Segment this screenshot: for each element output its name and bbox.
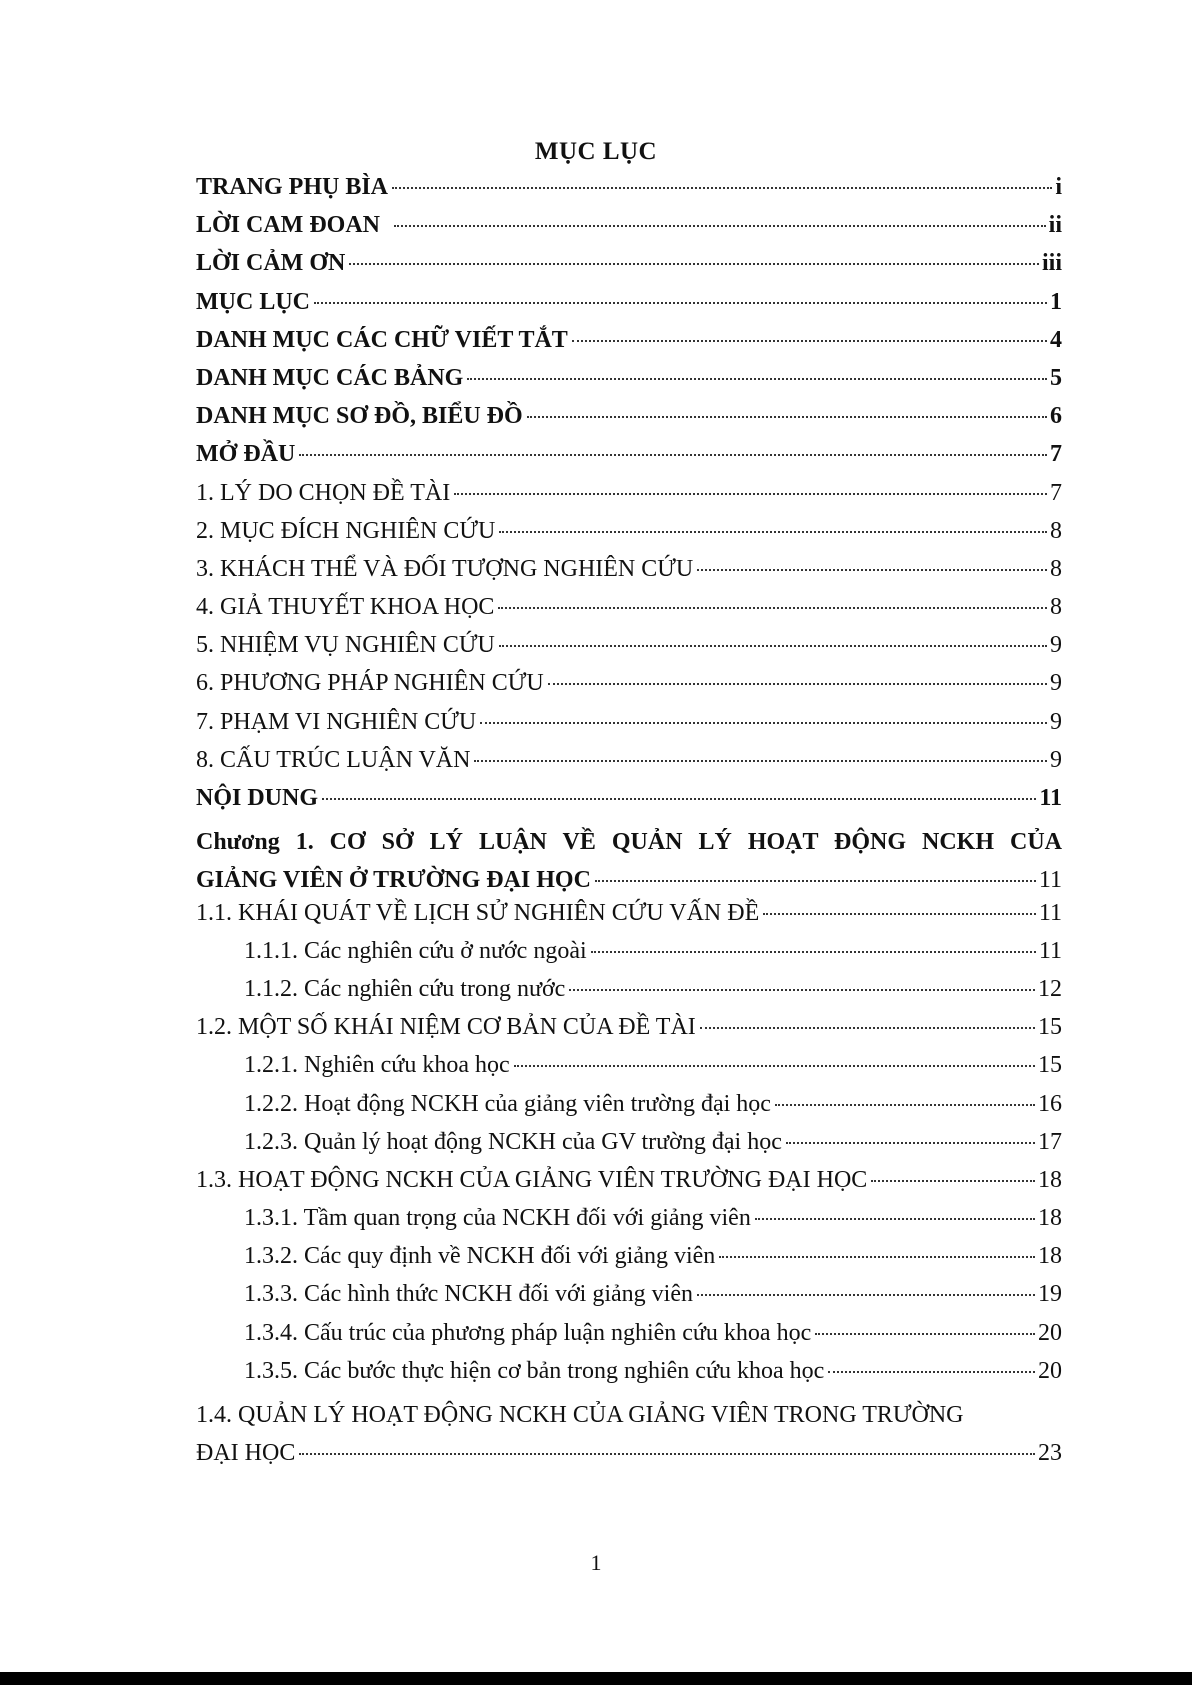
toc-subentry [196, 1205, 1062, 1243]
bottom-border [0, 1672, 1192, 1685]
toc-entry-page: 4 [1050, 326, 1062, 353]
toc-entry [196, 670, 1062, 708]
toc-entry-label: 1.2.3. Quản lý hoạt động NCKH của GV trường đại học [244, 1128, 782, 1155]
toc-entry-page: 1 [1050, 288, 1062, 315]
dot-leader [591, 951, 1036, 953]
toc-entry-page: 20 [1038, 1357, 1062, 1384]
dot-leader [697, 1294, 1035, 1296]
toc-entry [196, 594, 1062, 632]
toc-entry-label: DANH MỤC CÁC BẢNG [196, 364, 464, 391]
toc-entry-page: 9 [1050, 708, 1062, 735]
toc-entry-label: 5. NHIỆM VỤ NGHIÊN CỨU [196, 632, 495, 659]
dot-leader [514, 1065, 1035, 1067]
toc-entry-label: 1.1.2. Các nghiên cứu trong nước [244, 975, 566, 1002]
toc-entry-label: DANH MỤC CÁC CHỮ VIẾT TẮT [196, 326, 568, 353]
dot-leader [454, 493, 1047, 495]
toc-entry [196, 518, 1062, 556]
dot-leader [815, 1333, 1035, 1335]
toc-entry-label: MỞ ĐẦU [196, 441, 296, 468]
toc-entry-label-line2: GIẢNG VIÊN Ở TRƯỜNG ĐẠI HỌC [196, 867, 591, 894]
toc-entry-page: 17 [1038, 1128, 1062, 1155]
toc-entry-page: 16 [1038, 1090, 1062, 1117]
toc-entry [196, 174, 1062, 212]
toc-subentry [196, 1052, 1062, 1090]
toc-entry-label: NỘI DUNG [196, 785, 319, 811]
dot-leader [700, 1027, 1035, 1029]
toc-entry [196, 785, 1062, 823]
toc-entry-page: 7 [1050, 441, 1062, 468]
toc-entry-page: 19 [1038, 1281, 1062, 1308]
toc-entry-label: LỜI CẢM ƠN [196, 250, 346, 277]
toc-entry-chapter [196, 823, 1062, 899]
toc-entry-page: iii [1041, 250, 1062, 277]
toc-subentry [196, 1358, 1062, 1396]
page-number: 1 [590, 1550, 602, 1575]
toc-entry-label: 1.3.4. Cấu trúc của phương pháp luận nghiên cứu khoa học [244, 1319, 812, 1346]
toc-entry-label-line1: 1.4. QUẢN LÝ HOẠT ĐỘNG NCKH CỦA GIẢNG VIÊN TRONG TRƯỜNG [196, 1402, 964, 1429]
toc-entry-page: 12 [1038, 975, 1062, 1002]
toc-entry [196, 289, 1062, 327]
toc-entry-second-line [196, 1434, 1062, 1472]
toc-entry [196, 747, 1062, 785]
toc-entry-label: 1.2.2. Hoạt động NCKH của giảng viên trường đại học [244, 1090, 771, 1117]
dot-leader [569, 989, 1035, 991]
toc-entry-label: DANH MỤC SƠ ĐỒ, BIỂU ĐỒ [196, 403, 523, 430]
toc-subentry [196, 938, 1062, 976]
toc-entry-page: 9 [1050, 746, 1062, 773]
toc-entry-page: 18 [1038, 1243, 1062, 1270]
toc-list [196, 174, 1062, 1472]
toc-entry-label: 1.1. KHÁI QUÁT VỀ LỊCH SỬ NGHIÊN CỨU VẤN ĐỀ [196, 899, 760, 926]
dot-leader [697, 569, 1047, 571]
toc-entry-page: 11 [1039, 785, 1062, 811]
toc-entry [196, 365, 1062, 403]
toc-entry-label: 7. PHẠM VI NGHIÊN CỨU [196, 708, 477, 735]
dot-leader [392, 187, 1052, 189]
toc-entry-label: 1.3.2. Các quy định về NCKH đối với giảng viên [244, 1243, 716, 1270]
toc-entry-label: TRANG PHỤ BÌA [196, 174, 389, 200]
toc-entry-label-line1: Chương 1. CƠ SỞ LÝ LUẬN VỀ QUẢN LÝ HOẠT ĐỘNG NCKH CỦA [196, 829, 1062, 856]
toc-entry-page: 18 [1038, 1205, 1062, 1232]
toc-entry-wrapped [196, 1396, 1062, 1472]
toc-entry-page: 20 [1038, 1319, 1062, 1346]
toc-entry [196, 327, 1062, 365]
toc-entry [196, 1014, 1062, 1052]
toc-entry [196, 1167, 1062, 1205]
toc-entry-label-line2: ĐẠI HỌC [196, 1440, 296, 1467]
toc-subentry [196, 1320, 1062, 1358]
toc-entry [196, 709, 1062, 747]
toc-entry [196, 556, 1062, 594]
dot-leader [480, 722, 1047, 724]
dot-leader [755, 1218, 1035, 1220]
dot-leader [786, 1142, 1035, 1144]
toc-entry-page: ii [1048, 212, 1062, 239]
toc-entry-second-line [196, 861, 1062, 899]
dot-leader [548, 683, 1047, 685]
toc-entry-label: 1.1.1. Các nghiên cứu ở nước ngoài [244, 937, 587, 964]
toc-entry [196, 632, 1062, 670]
dot-leader [322, 798, 1036, 800]
dot-leader [499, 531, 1047, 533]
toc-entry-page: 6 [1050, 403, 1062, 430]
toc-entry-page: 8 [1050, 555, 1062, 582]
toc-entry-page: 5 [1050, 364, 1062, 391]
toc-entry-page: 15 [1038, 1014, 1062, 1041]
toc-subentry [196, 1281, 1062, 1319]
toc-entry-label: 1. LÝ DO CHỌN ĐỀ TÀI [196, 479, 451, 506]
dot-leader [527, 416, 1047, 418]
toc-entry-label: 2. MỤC ĐÍCH NGHIÊN CỨU [196, 517, 496, 544]
toc-entry-page: 11 [1038, 899, 1062, 926]
toc-entry-page: 7 [1050, 479, 1062, 506]
toc-subentry [196, 1129, 1062, 1167]
dot-leader [763, 913, 1036, 915]
toc-entry-label: 1.3.1. Tầm quan trọng của NCKH đối với giảng viên [244, 1205, 751, 1232]
toc-entry-page: 9 [1050, 670, 1062, 697]
dot-leader [467, 378, 1047, 380]
toc-entry [196, 250, 1062, 288]
toc-entry-page: i [1055, 174, 1062, 200]
toc-entry-label: 8. CẤU TRÚC LUẬN VĂN [196, 746, 471, 773]
toc-entry-label: 4. GIẢ THUYẾT KHOA HỌC [196, 594, 495, 621]
toc-entry-page: 11 [1038, 867, 1062, 894]
toc-entry [196, 212, 1062, 250]
toc-title: MỤC LỤC [534, 138, 658, 165]
dot-leader [349, 263, 1039, 265]
dot-leader [394, 225, 1046, 227]
toc-entry-label: 3. KHÁCH THỂ VÀ ĐỐI TƯỢNG NGHIÊN CỨU [196, 555, 694, 582]
dot-leader [572, 340, 1047, 342]
toc-entry-label: 1.3.3. Các hình thức NCKH đối với giảng viên [244, 1281, 693, 1308]
toc-entry-page: 8 [1050, 594, 1062, 621]
dot-leader [871, 1180, 1035, 1182]
toc-entry-label: LỜI CAM ĐOAN [196, 212, 380, 239]
toc-entry-page: 15 [1038, 1052, 1062, 1079]
toc-entry [196, 441, 1062, 479]
toc-entry-page: 18 [1038, 1166, 1062, 1193]
dot-leader [828, 1371, 1035, 1373]
dot-leader [299, 454, 1047, 456]
toc-entry-label: 1.3.5. Các bước thực hiện cơ bản trong nghiên cứu khoa học [244, 1357, 825, 1384]
toc-entry [196, 900, 1062, 938]
toc-subentry [196, 1091, 1062, 1129]
toc-entry-label: MỤC LỤC [196, 288, 310, 315]
dot-leader [719, 1256, 1035, 1258]
dot-leader [775, 1104, 1035, 1106]
toc-entry [196, 480, 1062, 518]
toc-subentry [196, 976, 1062, 1014]
dot-leader [595, 880, 1036, 882]
toc-entry-label: 1.3. HOẠT ĐỘNG NCKH CỦA GIẢNG VIÊN TRƯỜNG ĐẠI HỌC [196, 1166, 868, 1193]
toc-entry-label: 6. PHƯƠNG PHÁP NGHIÊN CỨU [196, 670, 544, 697]
dot-leader [499, 645, 1047, 647]
toc-entry-page: 9 [1050, 632, 1062, 659]
dot-leader [474, 760, 1047, 762]
toc-entry-page: 8 [1050, 517, 1062, 544]
dot-leader [314, 302, 1047, 304]
toc-entry-page: 11 [1038, 937, 1062, 964]
toc-entry-label: 1.2.1. Nghiên cứu khoa học [244, 1052, 510, 1079]
dot-leader [498, 607, 1047, 609]
dot-leader [299, 1453, 1035, 1455]
toc-entry-label: 1.2. MỘT SỐ KHÁI NIỆM CƠ BẢN CỦA ĐỀ TÀI [196, 1014, 696, 1041]
toc-subentry [196, 1243, 1062, 1281]
toc-entry-page: 23 [1038, 1440, 1062, 1467]
toc-entry [196, 403, 1062, 441]
